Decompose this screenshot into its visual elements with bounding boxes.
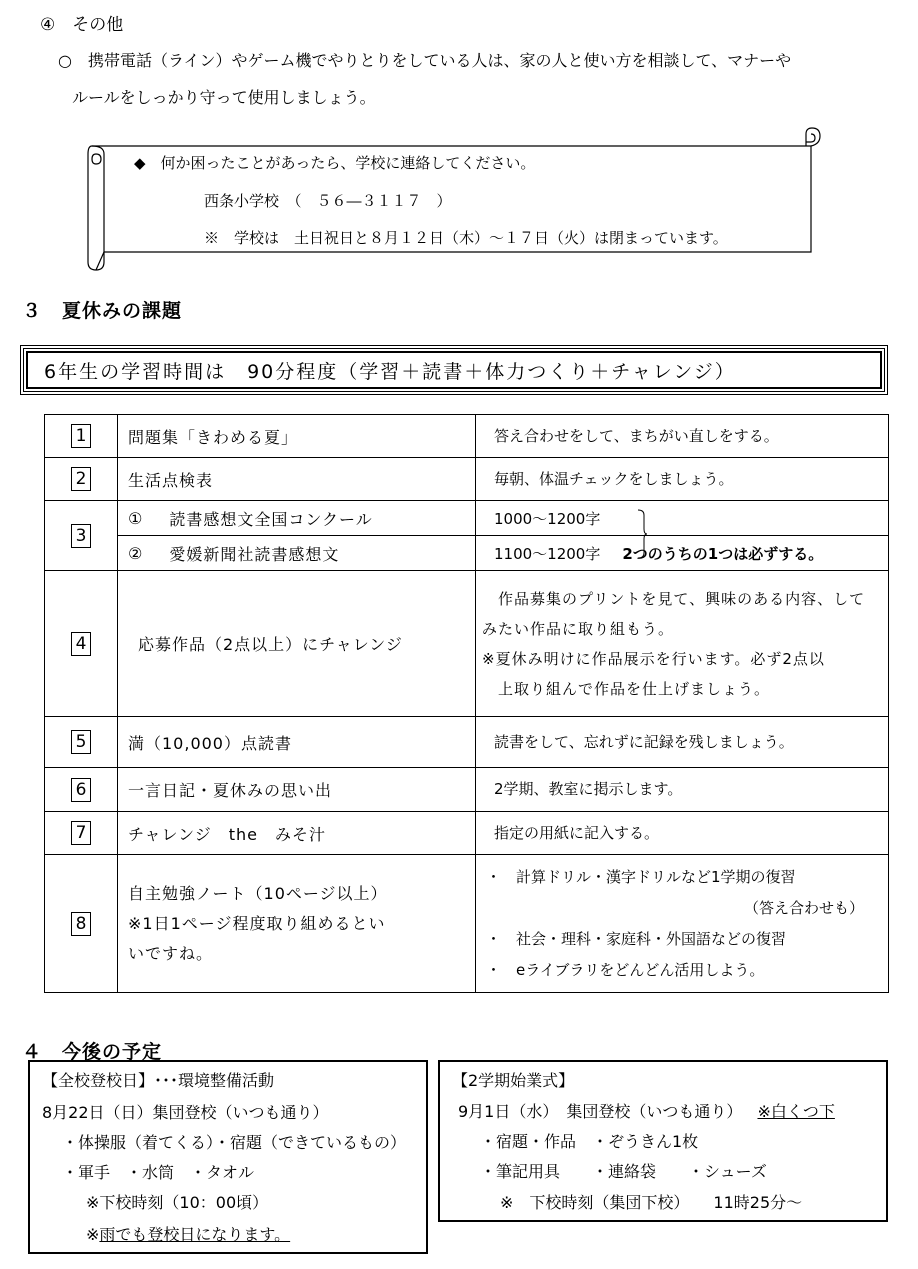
task-name: チャレンジ the みそ汁	[118, 812, 476, 855]
white-socks-note: ※白くつ下	[757, 1102, 835, 1121]
task-description-line: ※夏休み明けに作品展示を行います。必ず2点以	[482, 649, 825, 668]
homework-table	[44, 414, 889, 993]
task-description: 指定の用紙に記入する。	[476, 812, 889, 855]
other-text-line2: ルールをしっかり守って使用しましょう。	[72, 88, 376, 107]
sub-task	[118, 535, 475, 570]
task-number: 6	[71, 778, 91, 802]
task-number: 7	[71, 821, 91, 845]
task-description-line: ・ eライブラリをどんどん活用しよう。	[486, 960, 765, 979]
dismissal-time: ※下校時刻（10：00頃）	[86, 1193, 269, 1212]
sub-task-number: ②	[128, 543, 144, 563]
task-description-line: ・ 社会・理科・家庭科・外国語などの復習	[486, 929, 787, 948]
notice-line1: ◆ 何か困ったことがあったら、学校に連絡してください。	[134, 154, 536, 172]
task-description-line: みたい作品に取り組もう。	[482, 619, 675, 638]
contact-notice-scroll	[84, 126, 824, 272]
opening-ceremony-box	[438, 1060, 888, 1222]
study-time-banner: 6年生の学習時間は 90分程度（学習＋読書＋体力つくり＋チャレンジ）	[20, 345, 888, 395]
table-row	[45, 768, 889, 812]
scroll-frame-icon	[84, 126, 824, 272]
sub-task-number: ①	[128, 508, 144, 528]
task-description: 2学期、教室に掲示します。	[476, 768, 889, 812]
school-day-date: 8月22日（日）集団登校（いつも通り）	[42, 1103, 329, 1122]
task-number: 8	[71, 912, 91, 936]
task-number: 3	[71, 524, 91, 548]
other-heading: ④ その他	[40, 15, 124, 35]
sub-task-name: 愛媛新聞社読書感想文	[169, 544, 340, 564]
school-day-title: 【全校登校日】･･･環境整備活動	[42, 1071, 275, 1090]
ceremony-dismissal: ※ 下校時刻（集団下校） 11時25分～	[500, 1193, 803, 1212]
section4-heading: ４ 今後の予定	[22, 1041, 163, 1063]
task-description: 毎朝、体温チェックをしましょう。	[476, 458, 889, 501]
task-description: 答え合わせをして、まちがい直しをする。	[476, 415, 889, 458]
table-row	[45, 855, 889, 993]
task-number: 2	[71, 467, 91, 491]
task-number: 1	[71, 424, 91, 448]
task-description: 読書をして、忘れずに記録を残しましょう。	[476, 717, 889, 768]
ceremony-items: ・筆記用具 ・連絡袋 ・シューズ	[480, 1162, 767, 1181]
bracket-icon	[636, 509, 648, 559]
table-row	[45, 458, 889, 501]
ceremony-title: 【2学期始業式】	[452, 1071, 575, 1090]
word-count: 1000～1200字	[494, 509, 601, 528]
table-row	[45, 812, 889, 855]
school-phone: 西条小学校 （ ５６―３１１７ ）	[204, 192, 452, 210]
choose-one-note: 2つのうちの1つは必ずする。	[622, 544, 824, 563]
task-description-line: 上取り組んで作品を仕上げましょう。	[482, 679, 771, 698]
task-name-line: 自主勉強ノート（10ページ以上）	[128, 883, 388, 903]
task-description-line: 作品募集のプリントを見て、興味のある内容、して	[482, 589, 866, 608]
school-day-box	[28, 1060, 428, 1254]
table-row	[45, 501, 889, 571]
rain-note: ※雨でも登校日になります。	[86, 1225, 291, 1244]
ceremony-date: 9月1日（水） 集団登校（いつも通り） ※白くつ下	[458, 1102, 835, 1121]
task-name: 満（10,000）点読書	[118, 717, 476, 768]
table-row	[45, 717, 889, 768]
sub-task-name: 読書感想文全国コンクール	[169, 509, 373, 529]
word-count: 1100～1200字	[494, 544, 601, 563]
task-description-line: ・ 計算ドリル・漢字ドリルなど1学期の復習	[486, 867, 796, 886]
task-name-line: いですね。	[128, 943, 214, 963]
closed-days-note: ※ 学校は 土日祝日と８月１２日（木）～１７日（火）は閉まっています。	[204, 229, 728, 247]
section3-heading: ３ 夏休みの課題	[22, 300, 183, 322]
school-day-items: ・軍手 ・水筒 ・タオル	[62, 1163, 255, 1182]
task-description-line: （答え合わせも）	[743, 898, 864, 917]
task-name-line: ※1日1ページ程度取り組めるとい	[128, 913, 386, 933]
task-name: 問題集「きわめる夏」	[118, 415, 476, 458]
task-number: 5	[71, 730, 91, 754]
table-row	[45, 415, 889, 458]
task-number: 4	[71, 632, 91, 656]
task-name: 生活点検表	[118, 458, 476, 501]
task-name: 一言日記・夏休みの思い出	[118, 768, 476, 812]
school-day-items: ・体操服（着てくる）・宿題（できているもの）	[62, 1133, 407, 1152]
other-text-line1: ○ 携帯電話（ライン）やゲーム機でやりとりをしている人は、家の人と使い方を相談して、マナーや	[58, 51, 792, 70]
task-name: 応募作品（2点以上）にチャレンジ	[118, 571, 476, 717]
sub-task	[118, 501, 475, 535]
ceremony-items: ・宿題・作品 ・ぞうきん1枚	[480, 1132, 699, 1151]
table-row	[45, 571, 889, 717]
